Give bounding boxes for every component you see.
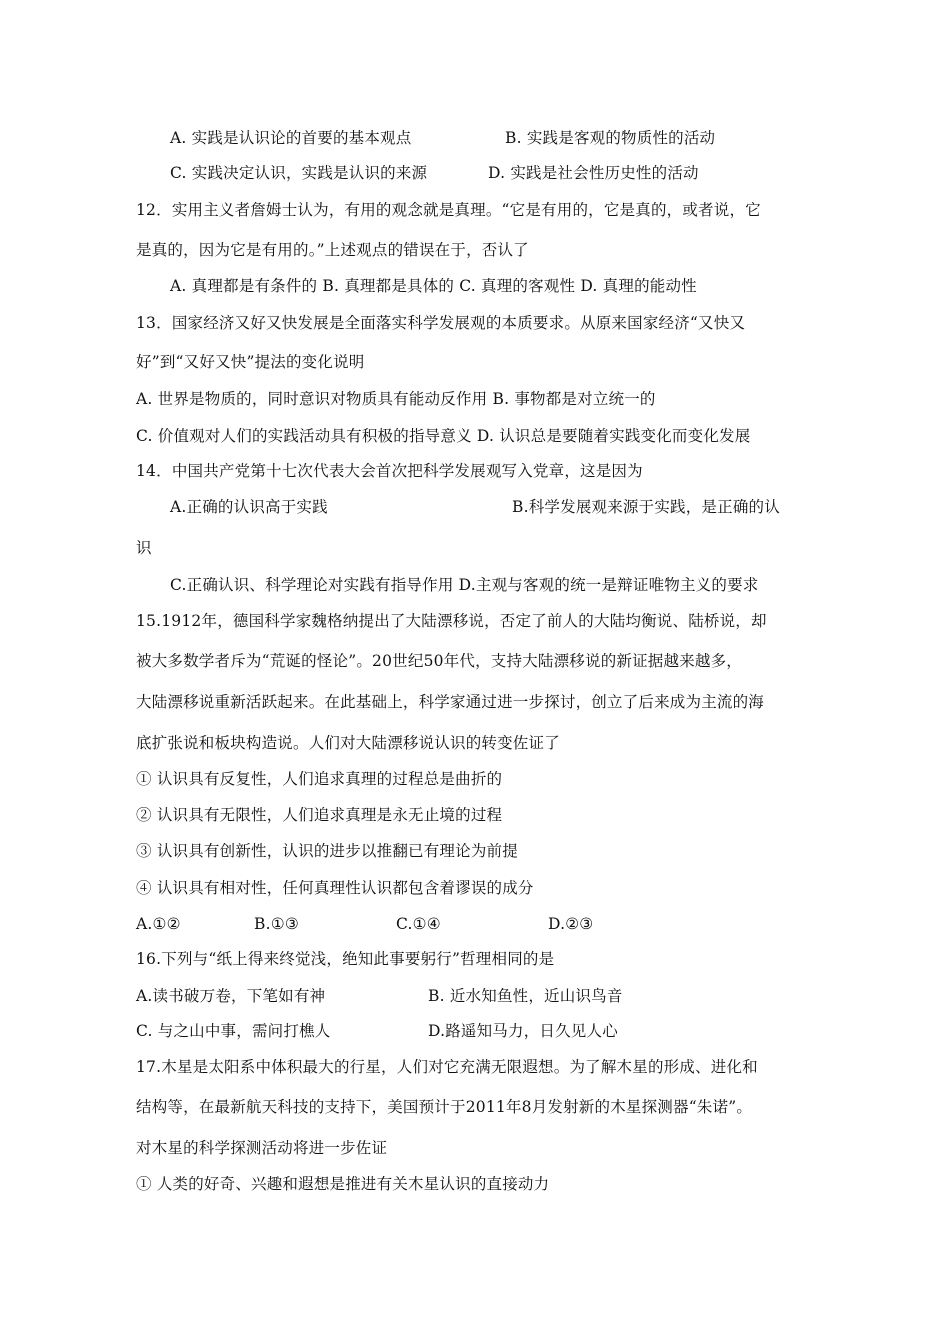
q13-option-line1: A. 世界是物质的，同时意识对物质具有能动反作用 B. 事物都是对立统一的 — [136, 390, 656, 408]
q16-option-a: A.读书破万卷，下笔如有神 — [136, 987, 326, 1005]
q15-stem-line1: 15.1912年，德国科学家魏格纳提出了大陆漂移说，否定了前人的大陆均衡说、陆桥说，却 — [136, 612, 767, 630]
q15-item-4: ④ 认识具有相对性，任何真理性认识都包含着谬误的成分 — [136, 879, 534, 897]
q15-stem-line4: 底扩张说和板块构造说。人们对大陆漂移说认识的转变佐证了 — [136, 734, 560, 752]
q12-options: A. 真理都是有条件的 B. 真理都是具体的 C. 真理的客观性 D. 真理的能动性 — [170, 277, 697, 295]
q15-item-3: ③ 认识具有创新性，认识的进步以推翻已有理论为前提 — [136, 842, 518, 860]
q11-option-b: B. 实践是客观的物质性的活动 — [505, 129, 716, 147]
q14-option-b-cont: 识 — [136, 539, 152, 557]
q15-option-d: D.②③ — [548, 915, 594, 933]
q11-option-a: A. 实践是认识论的首要的基本观点 — [170, 129, 412, 147]
q11-option-c: C. 实践决定认识，实践是认识的来源 — [170, 164, 428, 182]
q17-stem-line1: 17.木星是太阳系中体积最大的行星，人们对它充满无限遐想。为了解木星的形成、进化和 — [136, 1058, 758, 1076]
q16-option-c: C. 与之山中事，需问打樵人 — [136, 1022, 331, 1040]
q15-option-a: A.①② — [136, 915, 181, 933]
q14-option-b: B.科学发展观来源于实践，是正确的认 — [512, 498, 780, 516]
q14-option-a: A.正确的认识高于实践 — [170, 498, 328, 516]
q12-stem-line1: 12．实用主义者詹姆士认为，有用的观念就是真理。“它是有用的，它是真的，或者说，它 — [136, 201, 761, 219]
q15-stem-line3: 大陆漂移说重新活跃起来。在此基础上，科学家通过进一步探讨，创立了后来成为主流的海 — [136, 693, 765, 711]
q14-stem: 14．中国共产党第十七次代表大会首次把科学发展观写入党章，这是因为 — [136, 462, 643, 480]
q17-stem-line2: 结构等，在最新航天科技的支持下，美国预计于2011年8月发射新的木星探测器“朱诺”。 — [136, 1098, 753, 1116]
q17-stem-line3: 对木星的科学探测活动将进一步佐证 — [136, 1139, 388, 1157]
q13-stem-line2: 好”到“又好又快”提法的变化说明 — [136, 353, 365, 371]
q16-option-b: B. 近水知鱼性，近山识鸟音 — [428, 987, 623, 1005]
q15-item-2: ② 认识具有无限性，人们追求真理是永无止境的过程 — [136, 806, 503, 824]
q13-option-line2: C. 价值观对人们的实践活动具有积极的指导意义 D. 认识总是要随着实践变化而变化发展 — [136, 427, 751, 445]
q11-option-d: D. 实践是社会性历史性的活动 — [488, 164, 699, 182]
q17-item-1: ① 人类的好奇、兴趣和遐想是推进有关木星认识的直接动力 — [136, 1175, 550, 1193]
q15-item-1: ① 认识具有反复性，人们追求真理的过程总是曲折的 — [136, 770, 503, 788]
q14-option-cd: C.正确认识、科学理论对实践有指导作用 D.主观与客观的统一是辩证唯物主义的要求 — [170, 576, 759, 594]
q15-option-c: C.①④ — [396, 915, 441, 933]
q16-option-d: D.路遥知马力，日久见人心 — [428, 1022, 618, 1040]
q13-stem-line1: 13．国家经济又好又快发展是全面落实科学发展观的本质要求。从原来国家经济“又快又 — [136, 314, 746, 332]
q15-stem-line2: 被大多数学者斥为“荒诞的怪论”。20世纪50年代，支持大陆漂移说的新证据越来越多， — [136, 652, 742, 670]
q12-stem-line2: 是真的，因为它是有用的。”上述观点的错误在于，否认了 — [136, 241, 529, 259]
q16-stem: 16.下列与“纸上得来终觉浅，绝知此事要躬行”哲理相同的是 — [136, 950, 555, 968]
q15-option-b: B.①③ — [254, 915, 299, 933]
